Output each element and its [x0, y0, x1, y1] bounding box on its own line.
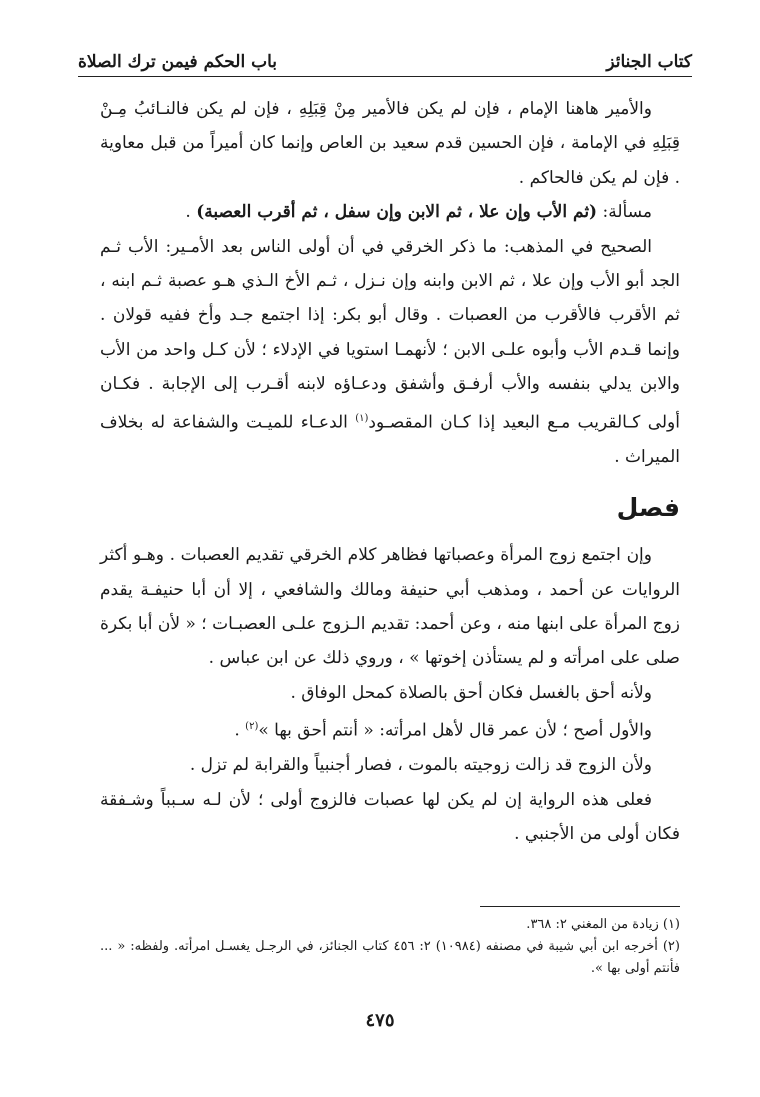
footnote-ref-1[interactable]: (١)	[355, 412, 369, 424]
footnote-rule	[480, 906, 680, 907]
header-rule	[78, 76, 692, 77]
paragraph-8: فعلى هذه الرواية إن لم يكن لها عصبات فالزوج أولى ؛ لأن لـه سـبباً وشـفقة فكان أولى من الأجنبي .	[100, 789, 680, 845]
paragraph-6-part-b: .	[234, 720, 246, 741]
paragraph-3-part-a: الصحيح في المذهب: ما ذكر الخرقي في أن أولى الناس بعد الأمـير: الأب ثـم الجد أبو الأب وإن علا ، ثم الابن وابنه وإن نـزل ، ثـم الأخ الـذي هـو عصبة ثـم ابنه ، ثم الأقرب فالأقرب من العصبات . وقال أبو بكر: إذا اجتمع جـد وأخ ففيه قولان . وإنما قـدم الأب وأبوه علـى الابن ؛ لأنهمـا استويا في الإدلاء ؛ لأن كـل واحد من الأب والابن يدلي بنفسه والأب أرفـق وأشفق ودعـاؤه لابنه أقـرب إلى الإجابة . فكـان أولى كـالقريب مـع البعيد إذا كـان المقصـود	[100, 236, 680, 433]
paragraph-3	[100, 230, 680, 475]
masala-statement: (ثم الأب وإن علا ، ثم الابن وإن سفل ، ثم أقرب العصبة)	[196, 202, 598, 223]
paragraph-6	[100, 710, 680, 748]
header-book-title: كتاب الجنائز	[606, 52, 692, 72]
paragraph-1: والأمير هاهنا الإمام ، فإن لم يكن فالأمير مِنْ قِبَلِهِ ، فإن لم يكن فالنـائبُ مِـنْ قِبَلِهِ في الإمامة ، فإن الحسين قدم سعيد بن العاص وإنما كان أميراً من قبل معاوية . فإن لم يكن فالحاكم .	[100, 99, 680, 188]
masala-label: مسألة:	[602, 202, 652, 223]
footnotes	[100, 914, 680, 980]
footnote-2: (٢) أخرجه ابن أبي شيبة في مصنفه (١٠٩٨٤) ٢: ٤٥٦ كتاب الجنائز، في الرجـل يغسـل امرأته. ولفظه: « ... فأنتم أولى بها ».	[100, 939, 680, 976]
masala-end: .	[185, 202, 197, 223]
paragraph-6-part-a: والأول أصح ؛ لأن عمر قال لأهل امرأته: « أنتم أحق بها »	[258, 720, 652, 741]
paragraph-3-part-b: الدعـاء للميـت والشفاعة له بخلاف الميراث .	[100, 412, 680, 467]
footnote-ref-2[interactable]: (٢)	[245, 721, 259, 733]
paragraph-4: وإن اجتمع زوج المرأة وعصباتها فظاهر كلام الخرقي تقديم العصبات . وهـو أكثر الروايات عن أحمد ، ومذهب أبي حنيفة ومالك والشافعي ، إلا أن أبا حنيفـة يقدم زوج المرأة على ابنها منه ، وعن أحمد: تقديم الـزوج علـى العصبـات ؛ « لأن أبا بكرة صلى على امرأته و لم يستأذن إخوتها » ، وروي ذلك عن ابن عباس .	[100, 545, 680, 669]
section-title: فصل	[616, 493, 680, 523]
footnote-1: (١) زيادة من المغني ٢: ٣٦٨.	[526, 917, 680, 932]
main-text	[100, 92, 680, 851]
running-header	[78, 38, 692, 72]
paragraph-5: ولأنه أحق بالغسل فكان أحق بالصلاة كمحل الوفاق .	[290, 682, 652, 703]
paragraph-masala	[100, 195, 680, 229]
paragraph-7: ولأن الزوج قد زالت زوجيته بالموت ، فصار أجنبياً والقرابة لم تزل .	[189, 755, 652, 776]
page-number: ٤٧٥	[365, 1010, 395, 1031]
header-chapter-title: باب الحكم فيمن ترك الصلاة	[78, 52, 278, 72]
